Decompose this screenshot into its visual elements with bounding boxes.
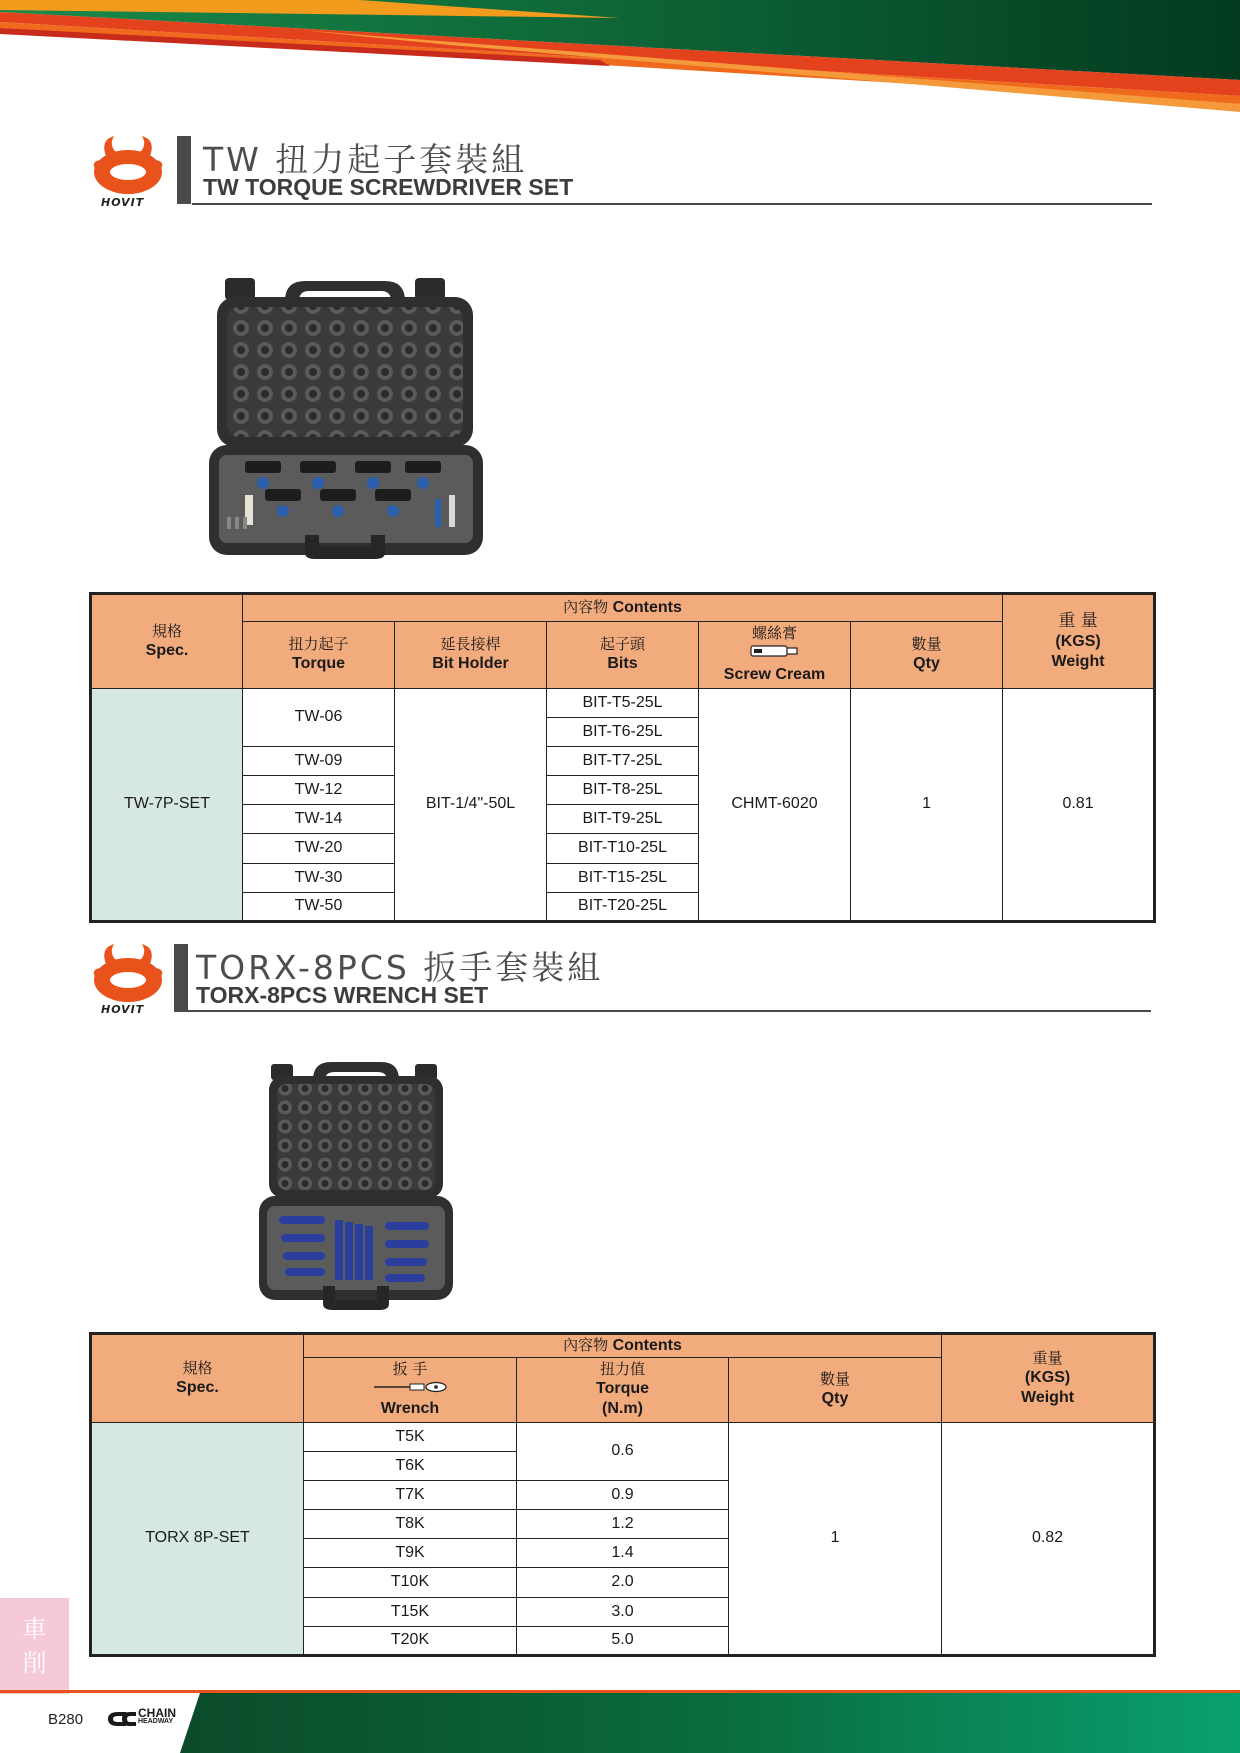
section1-title-cn: TW 扭力起子套裝組 <box>203 140 528 179</box>
qty-header <box>729 1358 942 1422</box>
qty-header-en: Qty <box>913 655 940 673</box>
spec-header <box>91 594 243 689</box>
bits-cell: BIT-T7-25L <box>547 746 699 775</box>
torque-header-unit: (N.m) <box>602 1400 643 1418</box>
page-number: B280 <box>48 1711 84 1728</box>
spec-header-cn: 規格 <box>151 621 182 640</box>
weight-header <box>1003 594 1155 689</box>
title-rule <box>192 203 1152 205</box>
weight-header-cn: 重 量 <box>1058 610 1098 631</box>
bits-cell: BIT-T9-25L <box>547 805 699 834</box>
torque-cell: 1.4 <box>517 1539 729 1568</box>
qty-header <box>851 622 1003 688</box>
screw-cream-header <box>699 622 851 688</box>
torque-header-cn: 扭力起子 <box>288 635 349 654</box>
torque-cell: TW-50 <box>243 892 395 921</box>
wrench-cell: T10K <box>304 1568 517 1597</box>
screw-cream-cell: CHMT-6020 <box>699 688 851 921</box>
wrench-header <box>304 1358 517 1422</box>
spec-header-en: Spec. <box>176 1378 219 1396</box>
torque-cell: TW-30 <box>243 863 395 892</box>
qty-header-en: Qty <box>821 1390 849 1408</box>
spec-header-en: Spec. <box>145 641 189 659</box>
torque-cell: TW-12 <box>243 776 395 805</box>
bit-holder-cell: BIT-1/4"-50L <box>395 688 547 921</box>
bit-holder-header-cn: 延長接桿 <box>440 635 501 654</box>
brand-name <box>138 1706 176 1726</box>
bits-cell: BIT-T8-25L <box>547 776 699 805</box>
side-tab-line1: 車 <box>22 1615 47 1643</box>
torque-header-en: Torque <box>595 1380 650 1398</box>
weight-header-cn: 重量 <box>1032 1348 1063 1367</box>
brand-line1: CHAIN <box>138 1706 176 1720</box>
weight-header-unit: (KGS) <box>1024 1368 1071 1386</box>
torque-cell: 1.2 <box>517 1510 729 1539</box>
torque-cell: 0.6 <box>517 1422 729 1480</box>
qty-header-cn: 數量 <box>820 1370 851 1389</box>
tw-set-spec-table <box>89 592 1156 923</box>
torque-cell: TW-20 <box>243 834 395 863</box>
torque-cell: TW-14 <box>243 805 395 834</box>
contents-header-cn: 內容物 <box>563 598 609 617</box>
bits-cell: BIT-T5-25L <box>547 688 699 717</box>
spec-value: TW-7P-SET <box>91 688 243 921</box>
title-rule <box>188 1010 1151 1012</box>
torque-cell: TW-09 <box>243 746 395 775</box>
bits-cell: BIT-T10-25L <box>547 834 699 863</box>
category-side-tab[interactable] <box>0 1598 69 1694</box>
torx-set-spec-table <box>89 1332 1156 1657</box>
wrench-cell: T20K <box>304 1626 517 1655</box>
contents-header-cn: 內容物 <box>563 1336 609 1355</box>
section2-title-en: TORX-8PCS WRENCH SET <box>196 982 489 1008</box>
bits-cell: BIT-T20-25L <box>547 892 699 921</box>
qty-cell: 1 <box>851 688 1003 921</box>
contents-header-en: Contents <box>612 1337 682 1355</box>
qty-header-cn: 數量 <box>911 635 942 654</box>
spec-value: TORX 8P-SET <box>91 1422 304 1655</box>
bottom-banner <box>0 1690 1240 1753</box>
wrench-cell: T8K <box>304 1510 517 1539</box>
contents-header <box>243 594 1003 622</box>
weight-cell: 0.82 <box>942 1422 1155 1655</box>
wrench-icon <box>372 1381 448 1393</box>
tw-set-case-photo <box>205 273 490 560</box>
weight-header-unit: (KGS) <box>1055 632 1101 650</box>
spec-header <box>91 1334 304 1423</box>
spec-header-cn: 規格 <box>182 1358 213 1377</box>
wrench-cell: T6K <box>304 1451 517 1480</box>
weight-header-en: Weight <box>1021 1388 1075 1406</box>
wrench-cell: T15K <box>304 1597 517 1626</box>
title-bar <box>174 944 188 1012</box>
top-banner <box>0 0 1240 120</box>
bits-cell: BIT-T6-25L <box>547 717 699 746</box>
hovit-logo-text: HOVIT <box>101 196 145 209</box>
wrench-cell: T9K <box>304 1539 517 1568</box>
brand-line2: HEADWAY <box>138 1718 174 1725</box>
torx-wrench-case-photo <box>255 1060 457 1314</box>
torque-header-en: Torque <box>291 655 346 673</box>
section2-title-cn: TORX-8PCS 扳手套裝組 <box>196 948 604 987</box>
wrench-header-en: Wrench <box>380 1400 440 1418</box>
torque-cell: 0.9 <box>517 1480 729 1509</box>
wrench-header-cn: 扳 手 <box>392 1360 428 1379</box>
wrench-cell: T7K <box>304 1480 517 1509</box>
screw-cream-header-en: Screw Cream <box>723 666 826 684</box>
contents-header-en: Contents <box>612 599 682 617</box>
contents-header <box>304 1334 942 1358</box>
bit-holder-header <box>395 622 547 688</box>
weight-header-en: Weight <box>1051 652 1105 670</box>
wrench-cell: T5K <box>304 1422 517 1451</box>
cream-tube-icon <box>750 643 800 659</box>
weight-cell: 0.81 <box>1003 688 1155 921</box>
bit-holder-header-en: Bit Holder <box>432 655 509 673</box>
qty-cell: 1 <box>729 1422 942 1655</box>
side-tab-line2: 削 <box>22 1649 47 1677</box>
torque-cell: 2.0 <box>517 1568 729 1597</box>
bits-header-cn: 起子頭 <box>599 635 645 654</box>
title-bar <box>177 136 191 204</box>
torque-cell: TW-06 <box>243 688 395 746</box>
section1-title-en: TW TORQUE SCREWDRIVER SET <box>203 174 574 200</box>
torque-header-cn: 扭力值 <box>599 1360 645 1379</box>
torque-header <box>243 622 395 688</box>
bits-cell: BIT-T15-25L <box>547 863 699 892</box>
bits-header <box>547 622 699 688</box>
bits-header-en: Bits <box>607 655 638 673</box>
screw-cream-header-cn: 螺絲膏 <box>751 624 797 643</box>
weight-header <box>942 1334 1155 1423</box>
hovit-logo-text: HOVIT <box>101 1003 145 1016</box>
torque-cell: 5.0 <box>517 1626 729 1655</box>
torque-header <box>517 1358 729 1422</box>
torque-cell: 3.0 <box>517 1597 729 1626</box>
